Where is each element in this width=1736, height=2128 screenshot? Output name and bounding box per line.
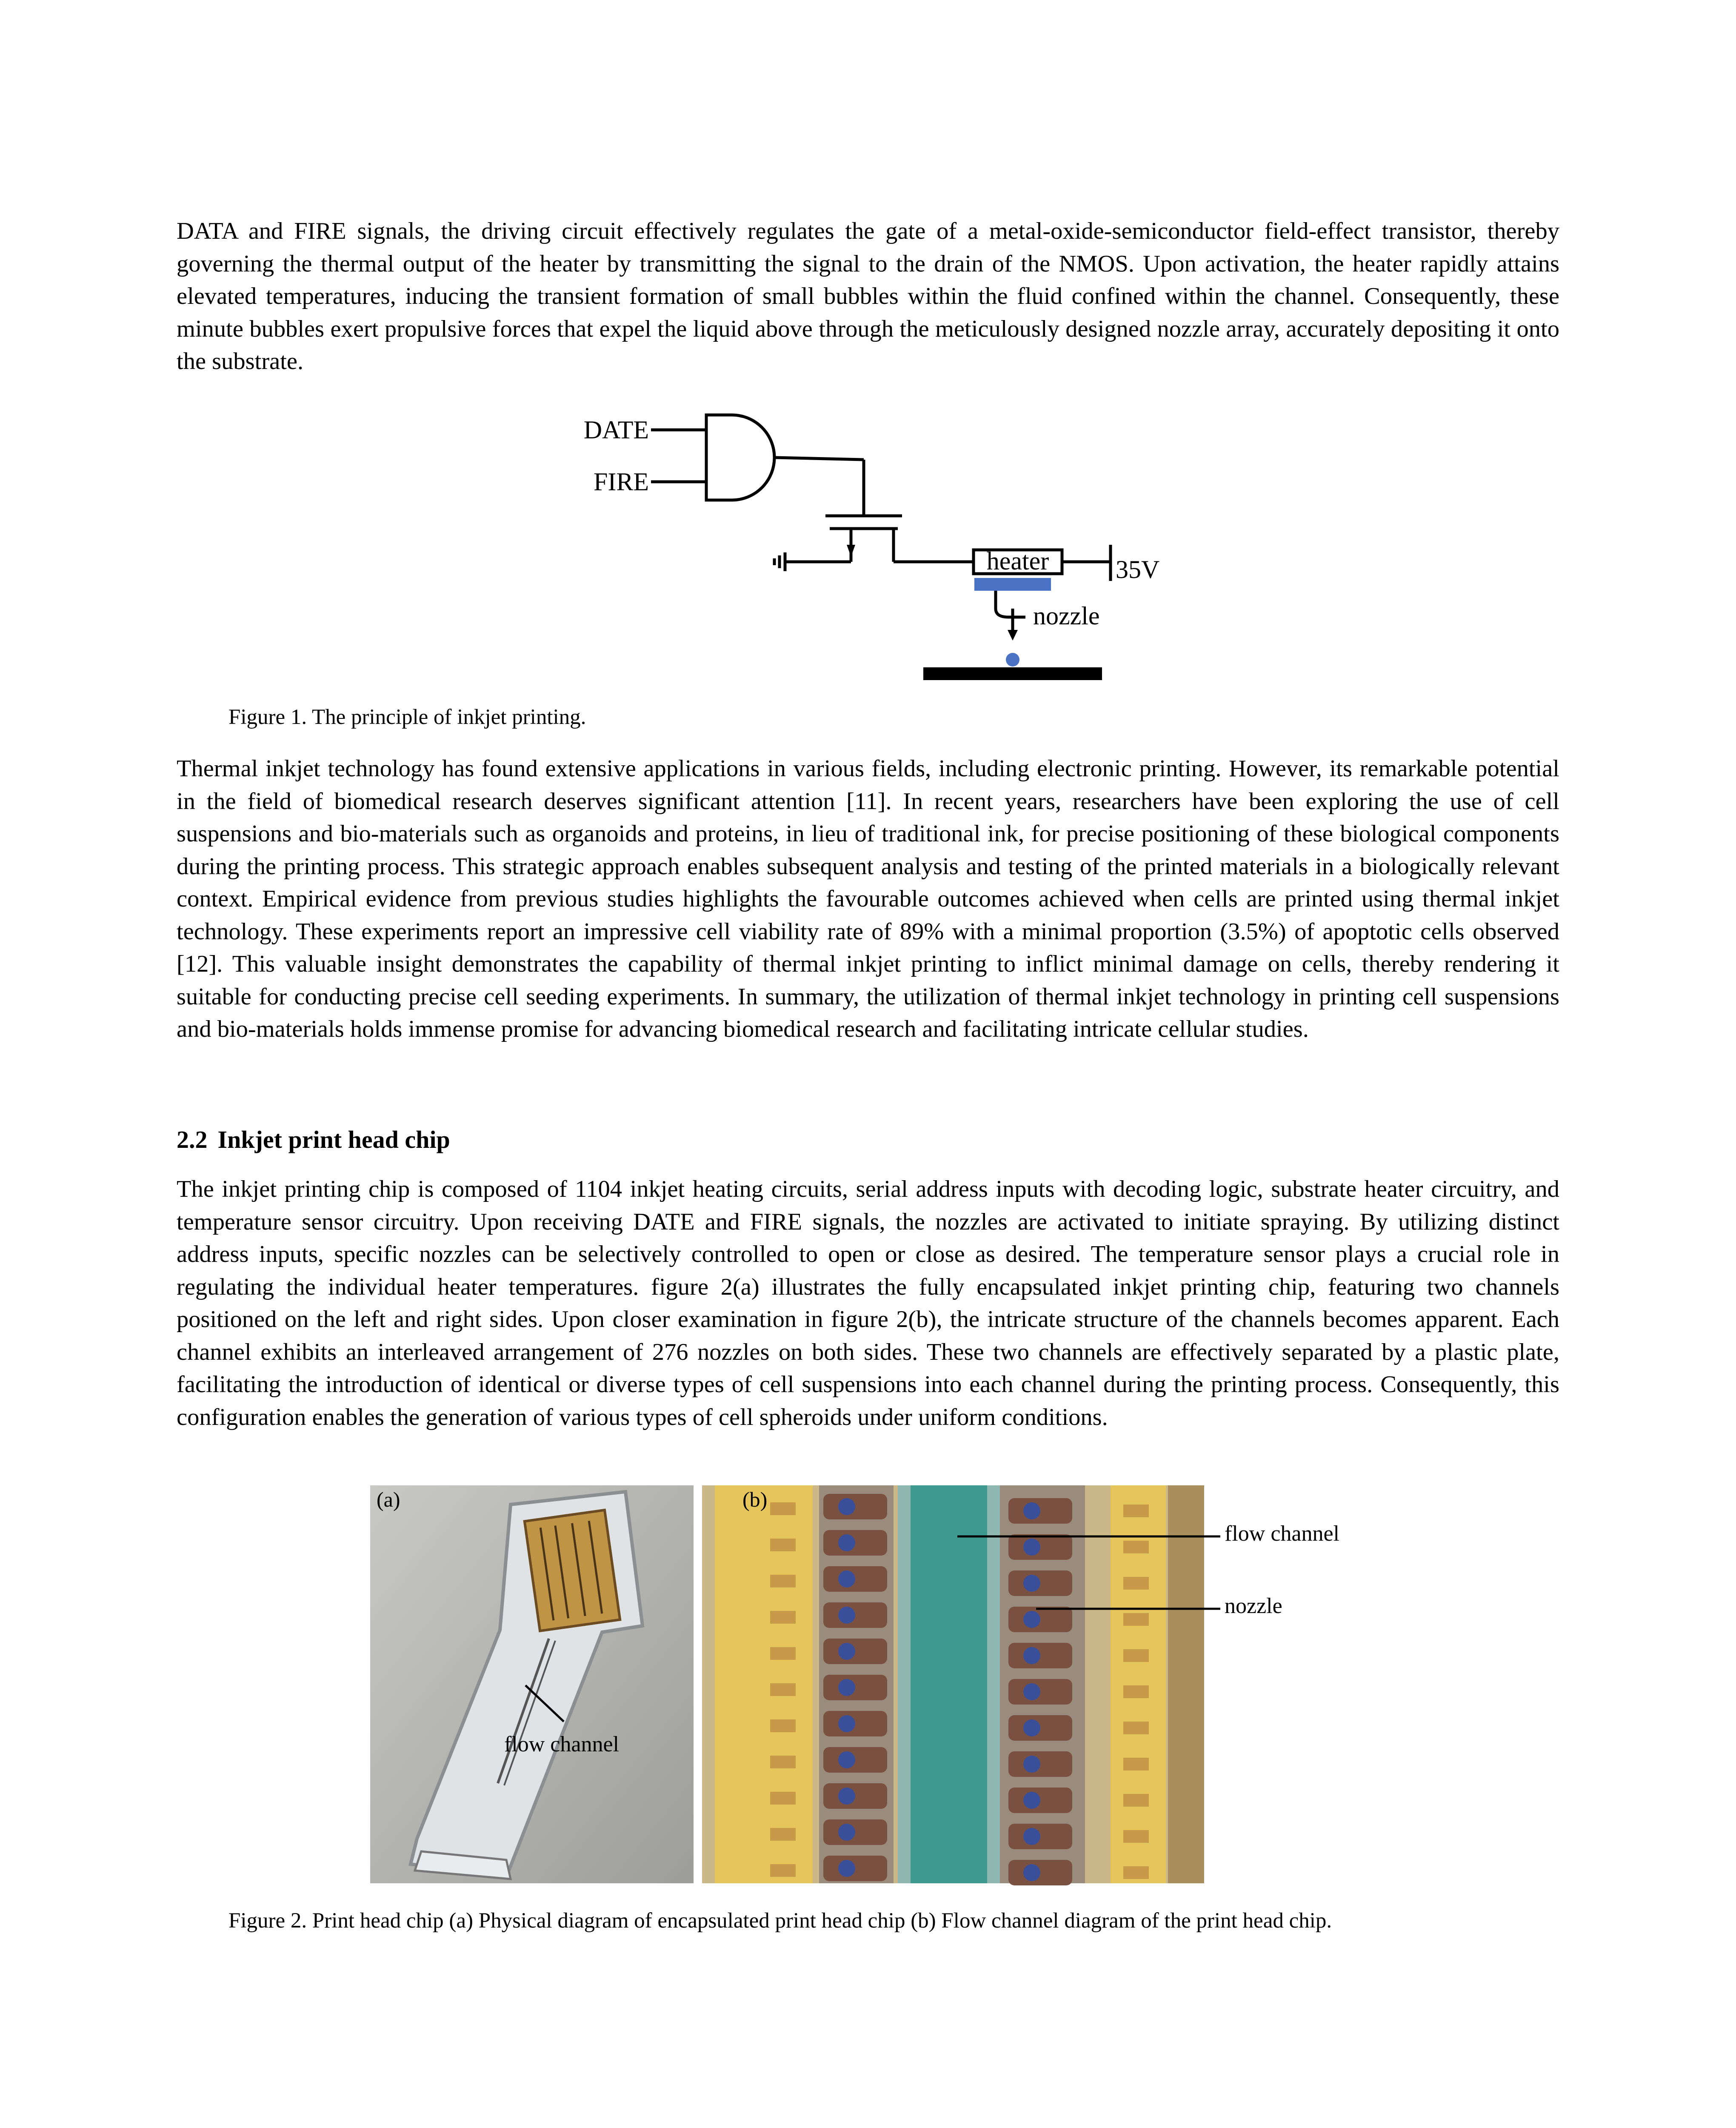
nozzle-left	[838, 1679, 855, 1696]
nozzle-right	[1023, 1647, 1040, 1664]
figure-2b-annotations	[1204, 1485, 1417, 1664]
label-nozzle: nozzle	[1033, 602, 1100, 630]
figure-2b-label: (b)	[742, 1487, 768, 1511]
paragraph-1: DATA and FIRE signals, the driving circuit effectively regulates the gate of a metal-oxide-semiconductor field-effect transistor, thereby governing the thermal output of the heater by transmitting the signal to the drain of the NMOS. Upon activation, the heater rapidly attains elevated temperatures, inducing the transient formation of small bubbles within the fluid confined within the channel. Consequently, these minute bubbles exert propulsive forces that expel the liquid above through the meticulously designed nozzle array, accurately depositing it onto the substrate.	[177, 218, 1559, 375]
paragraph-2: Thermal inkjet technology has found extensive applications in various fields, including electronic printing. However, its remarkable potential in the field of biomedical research deserves significant attention [11]. In recent years, researchers have been exploring the use of cell suspensions and bio-materials such as organoids and proteins, in lieu of traditional ink, for precise positioning of these biological components during the printing process. This strategic approach enables subsequent analysis and testing of the printed materials in a biologically relevant context. Empirical evidence from previous studies highlights the favourable outcomes achieved when cells are printed using thermal inkjet technology. These experiments report an impressive cell viability rate of 89% with a minimal proportion (3.5%) of apoptotic cells observed [12]. This valuable insight demonstrates the capability of thermal inkjet printing to inflict minimal damage on cells, thereby rendering it suitable for conducting precise cell seeding experiments. In summary, the utilization of thermal inkjet technology in printing cell suspensions and bio-materials holds immense promise for advancing biomedical research and facilitating intricate cellular studies.	[177, 755, 1559, 1042]
figure-1-circuit-diagram	[553, 400, 1160, 694]
nozzle-right	[1023, 1792, 1040, 1809]
figure-2a-chip-photo	[370, 1485, 694, 1883]
figure-2a-label: (a)	[377, 1487, 400, 1511]
nozzle-right	[1023, 1719, 1040, 1736]
substrate	[923, 667, 1102, 680]
nozzle-right	[1023, 1575, 1040, 1592]
nozzle-left	[838, 1751, 855, 1768]
nozzle-left	[838, 1498, 855, 1515]
nozzle-left	[838, 1570, 855, 1587]
nozzle-left	[838, 1824, 855, 1841]
nozzle-right	[1023, 1756, 1040, 1773]
figure-2b-channel-micrograph	[702, 1485, 1204, 1883]
figure-1-caption: Figure 1. The principle of inkjet printing.	[228, 705, 586, 729]
section-heading	[177, 1124, 450, 1156]
nozzle-left	[838, 1860, 855, 1877]
label-heater: heater	[986, 547, 1049, 575]
label-voltage: 35V	[1116, 555, 1160, 583]
nozzle-left	[838, 1715, 855, 1732]
heater-plate	[974, 578, 1051, 591]
nozzle-right	[1023, 1502, 1040, 1519]
nozzle-right	[1023, 1683, 1040, 1700]
section-number: 2.2	[177, 1126, 208, 1153]
ink-droplet	[1006, 653, 1019, 666]
nozzle-right	[1023, 1828, 1040, 1845]
nozzle-left	[838, 1534, 855, 1551]
nozzle-right	[1023, 1864, 1040, 1881]
nozzle-right	[1023, 1611, 1040, 1628]
paragraph-3: The inkjet printing chip is composed of 1104 inkjet heating circuits, serial address inputs with decoding logic, substrate heater circuitry, and temperature sensor circuitry. Upon receiving DATE and FIRE signals, the nozzles are activated to initiate spraying. By utilizing distinct address inputs, specific nozzles can be selectively controlled to open or close as desired. The temperature sensor plays a crucial role in regulating the individual heater temperatures. figure 2(a) illustrates the fully encapsulated inkjet printing chip, featuring two channels positioned on the left and right sides. Upon closer examination in figure 2(b), the intricate structure of the channels becomes apparent. Each channel exhibits an interleaved arrangement of 276 nozzles on both sides. These two channels are effectively separated by a plastic plate, facilitating the introduction of identical or diverse types of cell suspensions into each channel during the printing process. Consequently, this configuration enables the generation of various types of cell spheroids under uniform conditions.	[177, 1176, 1559, 1430]
nozzle-left	[838, 1788, 855, 1805]
label-date: DATE	[583, 416, 649, 444]
figure-2-caption: Figure 2. Print head chip (a) Physical diagram of encapsulated print head chip (b) Flow channel diagram of the print head chip.	[228, 1909, 1332, 1933]
annotation-flow-channel: flow channel	[1225, 1522, 1340, 1546]
section-title: Inkjet print head chip	[217, 1126, 450, 1153]
nozzle-left	[838, 1607, 855, 1624]
annotation-nozzle: nozzle	[1225, 1594, 1282, 1618]
nozzle-right	[1023, 1539, 1040, 1556]
nozzle-left	[838, 1643, 855, 1660]
central-flow-channel	[911, 1485, 987, 1883]
label-fire: FIRE	[593, 468, 649, 496]
figure-2a-flow-channel-label: flow channel	[504, 1732, 620, 1756]
